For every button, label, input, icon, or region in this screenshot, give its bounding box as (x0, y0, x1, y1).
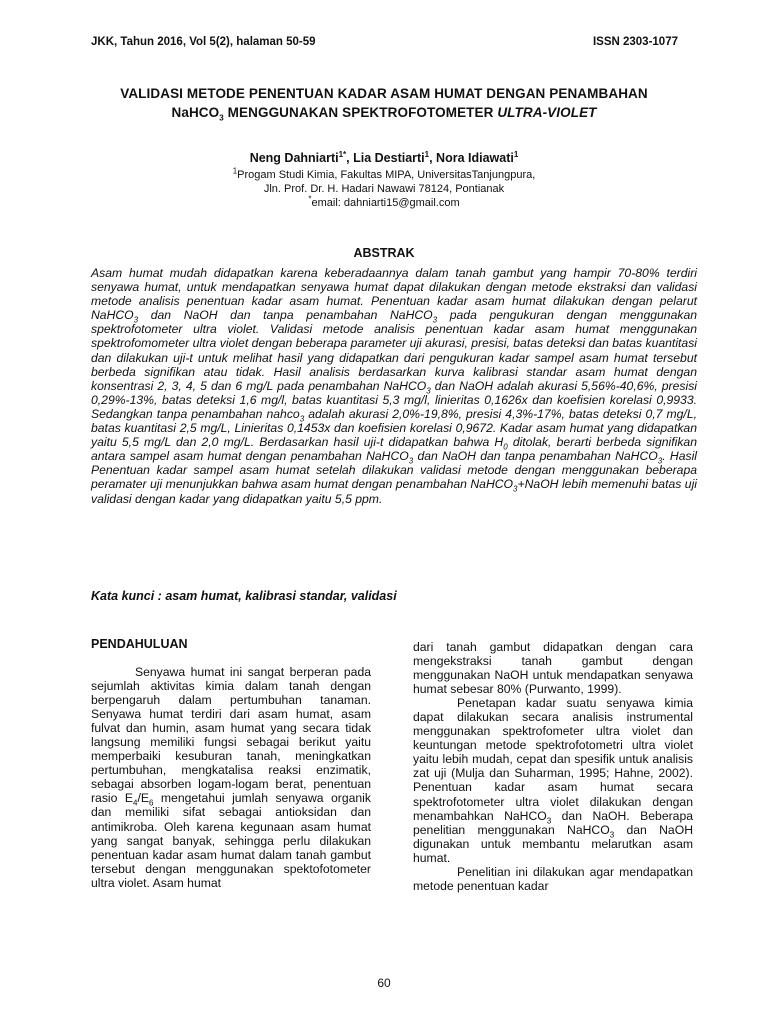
abstract-text: . Hasil Penentuan kadar sampel asam humat setelah dilakukan validasi metode dengan menggunakan beberapa peramater uji menunjukkan bahwa asam humat dengan penambahan NaHCO (91, 449, 697, 492)
right-column (413, 640, 693, 893)
affiliation-line-2: Jln. Prof. Dr. H. Hadari Nawawi 78124, Pontianak (263, 183, 505, 195)
abstract-text: adalah akurasi 2,0%-19,8%, presisi 4,3%-17%, batas deteksi 0,7 mg/L, batas kuantitasi 2,5 mg/L, Linieritas 0,1453x dan koefisien korelasi 0,9672. Kadar asam humat yang didapatkan yaitu 5,5 mg/L dan 2,0 mg/L. Berdasarkan hasil uji-t didapatkan bahwa H (91, 406, 697, 450)
abstract-text: ditolak, berarti berbeda signifikan antara sampel asam humat dengan penambahan NaHCO (91, 435, 697, 464)
author-3-mark: 1 (513, 149, 519, 159)
paragraph: dari tanah gambut didapatkan dengan cara mengekstraksi tanah gambut dengan menggunakan NaOH untuk mendapatkan senyawa humat sebesar 80% (Purwanto, 1999). (413, 640, 693, 697)
subscript: 0 (503, 442, 508, 452)
corresponding-email (60, 196, 708, 210)
author-1-mark: 1* (338, 149, 347, 159)
issn: ISSN 2303-1077 (592, 36, 678, 48)
title-italic: ULTRA-VIOLET (497, 105, 597, 120)
email-mark: * (308, 194, 312, 204)
abstract-text: pada pengukuran dengan menggunakan spektrofotometer ultra violet. Validasi metode analisis penentuan kadar asam humat menggunakan spektrofomometer ultra violet dengan beberapa parameter uji akurasi, presisi, batas deteksi dan batas kuantitasi dan dilakukan uji-t untuk melihat hasil yang didapatkan dari pengukuran kadar sampel asam humat tersebut berbeda signifikan atau tidak. Hasil analisis berdasarkan kurva kalibrasi standar asam humat dengan konsentrasi 2, 3, 4, 5 dan 6 mg/L pada penambahan NaHCO (91, 308, 697, 393)
author-3: , Nora Idiawati (429, 151, 514, 165)
subscript: 3 (299, 414, 305, 424)
paper-title (60, 84, 708, 122)
page-number: 60 (377, 976, 391, 990)
subscript: 3 (546, 816, 552, 825)
paragraph: Penelitian ini dilakukan agar mendapatkan metode penentuan kadar (413, 864, 693, 893)
title-line-2 (60, 103, 708, 122)
subscript: 3 (432, 315, 438, 325)
title-subscript: 3 (219, 113, 224, 123)
left-column (91, 665, 371, 890)
affiliation-mark: 1 (232, 166, 238, 176)
paragraph-text: dan NaOH digunakan untuk membantu melarutkan asam humat. (413, 822, 693, 865)
subscript: 4 (133, 798, 138, 808)
journal-citation: JKK, Tahun 2016, Vol 5(2), halaman 50-59 (91, 36, 316, 48)
subscript: 3 (408, 456, 414, 466)
abstract-heading: ABSTRAK (353, 246, 415, 260)
paragraph (413, 696, 693, 865)
abstract-text: dan NaOH dan tanpa penambahan NaHCO (138, 308, 433, 323)
title-line-1: VALIDASI METODE PENENTUAN KADAR ASAM HUMAT DENGAN PENAMBAHAN (120, 86, 648, 101)
email-text: email: dahniarti15@gmail.com (311, 197, 460, 209)
subscript: 3 (133, 315, 139, 325)
affiliation-text: Progam Studi Kimia, Fakultas MIPA, UniversitasTanjungpura, (237, 169, 536, 181)
author-2: , Lia Destiarti (346, 151, 425, 165)
paragraph-text: Senyawa humat ini sangat berperan pada sejumlah aktivitas kimia dalam tanah dengan berpengaruh dalam pertumbuhan tanaman. Senyawa humat terdiri dari asam humat, asam fulvat dan humin, asam humat yang secara tidak langsung memiliki fungsi sebagai berikut yaitu memperbaiki kesuburan tanah, meningkatkan pertumbuhan, mengkatalisa reaksi enzimatik, sebagai absorben logam-logam berat, penentuan rasio E (91, 665, 371, 806)
author-2-mark: 1 (424, 149, 430, 159)
paragraph-text: mengetahui jumlah senyawa organik dan memiliki sifat sebagai antioksidan dan antimikroba. Oleh karena kegunaan asam humat yang sangat banyak, sehingga perlu dilakukan penentuan kadar asam humat dalam tanah gambut tersebut dengan menggunakan spektofotometer ultra violet. Asam humat (91, 791, 371, 890)
affiliation-line-1 (60, 168, 708, 182)
paragraph-text: /E (137, 791, 149, 806)
abstract-text: Asam humat mudah didapatkan karena keberadaannya dalam tanah gambut yang hampir 70-80% terdiri senyawa humat, untuk mendapatkan senyawa humat dapat dilakukan dengan metode ekstraksi dan validasi metode analisis penentuan kadar asam humat. Penentuan kadar asam humat dilakukan dengan pelarut NaHCO (91, 266, 697, 323)
subscript: 3 (609, 830, 615, 840)
subscript: 3 (513, 484, 518, 494)
author-1: Neng Dahniarti (249, 151, 339, 165)
abstract-text: dan NaOH dan tanpa penambahan NaHCO (413, 449, 658, 464)
abstract-body (91, 266, 697, 506)
paragraph-text: dan NaOH. Beberapa penelitian menggunakan NaHCO (413, 808, 693, 837)
subscript: 3 (426, 386, 431, 396)
title-text: MENGGUNAKAN SPEKTROFOTOMETER (223, 105, 498, 120)
subscript: 6 (148, 798, 154, 808)
paragraph-text: Penetapan kadar suatu senyawa kimia dapat dilakukan secara analisis instrumental menggunakan spektrofometer ultra violet dan keuntungan metode spektrofotometri ultra violet yaitu lebih mudah, cepat dan spesifik untuk analisis zat uji (Mulja dan Suharman, 1995; Hahne, 2002). Penentuan kadar asam humat secara spektrofotometer ultra violet dilakukan dengan menambahkan NaHCO (413, 696, 693, 823)
abstract-text: +NaOH lebih memenuhi batas uji validasi dengan kadar yang didapatkan yaitu 5,5 ppm. (91, 477, 698, 506)
title-formula: NaHCO (171, 105, 220, 120)
paragraph (91, 665, 371, 890)
subscript: 3 (657, 456, 663, 466)
abstract-text: dan NaOH adalah akurasi 5,56%-40,6%, presisi 0,29%-13%, batas deteksi 1,6 mg/l, batas kuantitasi 5,3 mg/l, linieritas 0,1626x dan koefisien korelasi 0,9933. Sedangkan tanpa penambahan nahco (91, 378, 697, 421)
keywords: Kata kunci : asam humat, kalibrasi standar, validasi (91, 589, 397, 603)
section-heading-introduction: PENDAHULUAN (91, 637, 188, 651)
author-list (60, 151, 708, 165)
